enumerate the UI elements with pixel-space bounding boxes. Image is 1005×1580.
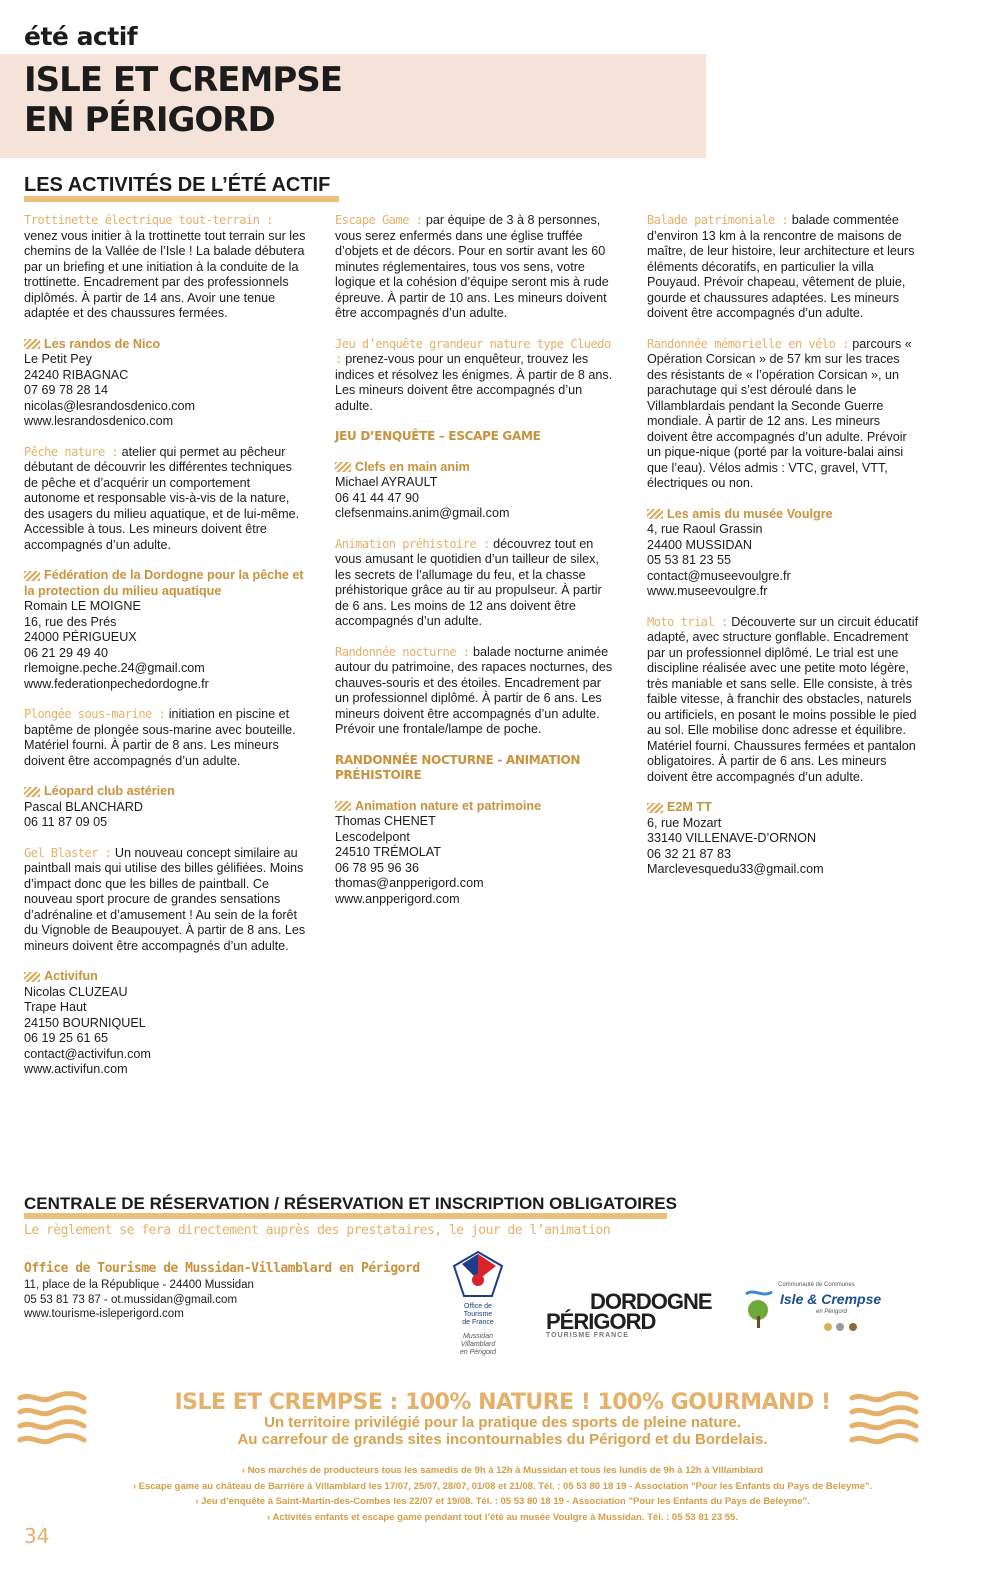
activity-label: Trottinette électrique tout-terrain : xyxy=(24,213,273,227)
activity-text: balade commentée d’environ 13 km à la rencontre de maisons de maître, de leur histoire, leur architecture et leurs éléments décoratifs, en particulier la villa Pouyaud. Prévoir chapeau, vêtement de pluie, gourde et chaussures adaptées. Les mineurs doivent être accompagnés d’un adulte. xyxy=(647,213,915,320)
kicker: été actif xyxy=(24,22,138,51)
provider-email[interactable]: contact@activifun.com xyxy=(24,1046,151,1061)
promo-item: › Jeu d’enquête à Saint-Martin-des-Combes les 22/07 et 19/08. Tél. : 05 53 80 18 19 - Association "Pour les Enfants du Pays de Beleyme". xyxy=(195,1496,810,1507)
provider-website[interactable]: www.activifun.com xyxy=(24,1062,128,1076)
column-2 xyxy=(335,213,617,922)
provider-phone: 06 32 21 87 83 xyxy=(647,846,732,861)
provider-line: Thomas CHENET xyxy=(335,814,436,828)
office-contact xyxy=(24,1278,254,1322)
title-line-1: ISLE ET CREMPSE xyxy=(24,60,342,100)
activity-label: Gel Blaster : xyxy=(24,845,112,860)
provider-website[interactable]: www.museevoulgre.fr xyxy=(647,584,768,598)
section-heading: LES ACTIVITÉS DE L’ÉTÉ ACTIF xyxy=(24,174,331,196)
wave-icon xyxy=(647,509,663,519)
provider-line: Romain LE MOIGNE xyxy=(24,599,141,613)
wave-icon xyxy=(335,462,351,472)
provider-block xyxy=(647,800,922,878)
provider-line: 33140 VILLENAVE-D’ORNON xyxy=(647,831,817,845)
activity-block xyxy=(24,707,306,769)
title-line-2: EN PÉRIGORD xyxy=(24,100,275,140)
provider-phone: 06 19 25 61 65 xyxy=(24,1031,109,1045)
activity-label: Plongée sous-marine : xyxy=(24,707,166,721)
activity-label: Randonnée nocturne : xyxy=(335,644,470,659)
activity-label: Balade patrimoniale : xyxy=(647,213,789,227)
office-phone-email[interactable]: 05 53 81 73 87 - ot.mussidan@gmail.com xyxy=(24,1293,238,1306)
wave-icon xyxy=(647,803,663,813)
column-1 xyxy=(24,213,306,1093)
wave-icon xyxy=(24,571,40,581)
activity-text: atelier qui permet au pêcheur débutant de découvrir les différentes techniques de pêche et d’acquérir un comportement autonome et responsable vis-à-vis de la nature, des usagers du milieu aquatique, et de lui-même. Accessible à tous. Les mineurs doivent être accompagnés d’un adulte. xyxy=(24,444,300,552)
provider-phone: 06 11 87 09 05 xyxy=(24,815,108,829)
provider-block xyxy=(24,784,306,831)
provider-name: E2M TT xyxy=(667,800,712,814)
activity-text: parcours « Opération Corsican » de 57 km sur les traces des résistants de « l’opération Corsican », un parachutage qui s’est déroulé dans le Villamblardais pendant la Seconde Guerre mondiale. À partir de 12 ans. Les mineurs doivent être accompagnés d’un adulte. Prévoir un pique-nique (porté par la voiture-balai ainsi que l’eau). Vélos admis : VTC, gravel, VTT, électriques ou non. xyxy=(647,336,912,490)
provider-block xyxy=(24,568,306,692)
activity-label: Animation préhistoire : xyxy=(335,536,490,551)
promo-item: › Escape game au château de Barrière à Villamblard les 17/07, 25/07, 28/07, 01/08 et 21/08. Tél. : 05 53 80 18 19 - Association "Pour les Enfants du Pays de Beleyme". xyxy=(132,1480,873,1492)
provider-line: Le Petit Pey xyxy=(24,352,92,366)
oft-emblem-icon xyxy=(452,1250,504,1300)
central-title: CENTRALE DE RÉSERVATION / RÉSERVATION ET INSCRIPTION OBLIGATOIRES xyxy=(24,1194,677,1213)
provider-phone: 06 41 44 47 90 xyxy=(335,490,420,505)
dordogne-perigord-logo: DORDOGNE PÉRIGORD TOURISME FRANCE xyxy=(546,1289,712,1339)
provider-line: 24400 MUSSIDAN xyxy=(647,537,752,552)
provider-email[interactable]: contact@museevoulgre.fr xyxy=(647,568,791,583)
activity-block xyxy=(24,213,306,322)
promo-item: › Activités enfants et escape game pendant tout l’été au musée Voulgre à Mussidan. Tél. : 05 53 81 23 55. xyxy=(267,1511,738,1523)
activity-text: Un nouveau concept similaire au paintball mais qui utilise des billes gélifiées. Moins d’impact donc que les billes de paintball. Ce nouveau sport procure de grandes sensations d’adrénaline et d’amusement ! Au sein de la forêt du Vignoble de Beaupouyet. À partir de 8 ans. Les mineurs doivent être accompagnés d’un adulte. xyxy=(24,845,306,953)
activity-text: venez vous initier à la trottinette tout terrain sur les chemins de la Vallée de l’Isle ! La balade débutera par un briefing et une initiation à la conduite de la trottinette. Encadrement par des professionnels diplômés. À partir de 14 ans. Avoir une tenue adaptée et des chaussures fermées. xyxy=(24,228,306,320)
provider-block xyxy=(335,460,617,522)
provider-name: Fédération de la Dordogne pour la pêche et la protection du milieu aquatique xyxy=(24,568,304,598)
provider-line: Pascal BLANCHARD xyxy=(24,799,143,814)
activity-text: par équipe de 3 à 8 personnes, vous serez enfermés dans une église truffée d’objets et de décors. Pour en sortir avant les 60 minutes réglementaires, tous vos sens, votre logique et la cohésion d’équipe seront mis à rude épreuve. À partir de 10 ans. Les mineurs doivent être accompagnés d’un adulte. xyxy=(335,213,609,320)
river-tree-icon xyxy=(744,1284,780,1330)
activity-block xyxy=(335,645,617,738)
provider-line: 24150 BOURNIQUEL xyxy=(24,1015,146,1030)
provider-website[interactable]: www.anpperigord.com xyxy=(335,891,460,906)
provider-category: RANDONNÉE NOCTURNE - ANIMATION PRÉHISTOIRE xyxy=(335,752,581,782)
provider-phone: 07 69 78 28 14 xyxy=(24,383,109,397)
column-3 xyxy=(647,213,922,893)
activity-text: découvrez tout en vous amusant le quotidien d’un tailleur de silex, les secrets de l’allumage du feu, et la chasse préhistorique grâce au tir au propulseur. À partir de 6 ans. Les moins de 12 ans doivent être accompagnés d’un adulte. xyxy=(335,536,602,628)
office-name: Office de Tourisme de Mussidan-Villamblard en Périgord xyxy=(24,1261,420,1276)
page-title xyxy=(24,60,342,140)
provider-email[interactable]: clefsenmains.anim@gmail.com xyxy=(335,506,510,520)
provider-block xyxy=(647,507,922,600)
activity-label: Moto trial : xyxy=(647,614,728,629)
activity-text: prenez-vous pour un enquêteur, trouvez les indices et résolvez les énigmes. À partir de 8 ans. Les mineurs doivent être accompagnés d’un adulte. xyxy=(335,352,613,413)
provider-name: Léopard club astérien xyxy=(44,784,175,798)
provider-name: Les amis du musée Voulgre xyxy=(667,506,833,521)
activity-block xyxy=(335,337,617,415)
provider-line: 6, rue Mozart xyxy=(647,815,722,830)
provider-website[interactable]: www.lesrandosdenico.com xyxy=(24,414,174,428)
promo-title: ISLE ET CREMPSE : 100% NATURE ! 100% GOURMAND ! xyxy=(174,1390,831,1415)
wave-icon xyxy=(24,339,40,349)
provider-line: 24240 RIBAGNAC xyxy=(24,367,129,382)
provider-line: Nicolas CLUZEAU xyxy=(24,984,128,999)
provider-line: Trape Haut xyxy=(24,1000,87,1014)
wave-icon xyxy=(24,787,40,797)
activity-label: Pêche nature : xyxy=(24,444,119,459)
activity-block xyxy=(335,537,617,630)
office-de-tourisme-logo: Office de Tourisme de France Mussidan Villamblard en Périgord xyxy=(448,1250,508,1357)
promo-list xyxy=(0,1463,1005,1525)
provider-name: Clefs en main anim xyxy=(355,459,470,474)
wave-icon xyxy=(335,801,351,811)
provider-block xyxy=(335,799,617,908)
provider-name: Activifun xyxy=(44,969,98,983)
provider-name: Les randos de Nico xyxy=(44,336,161,351)
provider-name: Animation nature et patrimoine xyxy=(355,798,542,813)
provider-website[interactable]: www.federationpechedordogne.fr xyxy=(24,676,209,691)
provider-line: Lescodelpont xyxy=(335,829,410,844)
activity-label: Jeu d’enquête grandeur nature type Cluedo : xyxy=(335,336,611,366)
office-address: 11, place de la République - 24400 Mussidan xyxy=(24,1279,254,1291)
activity-text: initiation en piscine et baptême de plongée sous-marine avec bouteille. Matériel fourni. À partir de 8 ans. Les mineurs doivent être accompagnés d’un adulte. xyxy=(24,707,296,768)
provider-block xyxy=(24,969,306,1078)
provider-line: 24000 PÉRIGUEUX xyxy=(24,630,137,644)
provider-email[interactable]: nicolas@lesrandosdenico.com xyxy=(24,398,195,413)
activity-block xyxy=(335,213,617,322)
activity-block xyxy=(24,445,306,554)
central-subtitle: Le règlement se fera directement auprès des prestataires, le jour de l’animation xyxy=(24,1223,611,1238)
promo-subtitle: Un territoire privilégié pour la pratique des sports de pleine nature. Au carrefour de grands sites incontournables du Périgord et du Bordelais. xyxy=(237,1414,768,1448)
provider-phone: 06 21 29 49 40 xyxy=(24,645,109,660)
activity-block xyxy=(647,213,922,322)
provider-phone: 06 78 95 96 36 xyxy=(335,860,420,875)
provider-phone: 05 53 81 23 55 xyxy=(647,553,732,567)
provider-line: 16, rue des Prés xyxy=(24,614,117,629)
provider-line: 24510 TRÉMOLAT xyxy=(335,845,441,859)
provider-category: JEU D’ENQUÊTE – ESCAPE GAME xyxy=(335,429,541,443)
provider-line: 4, rue Raoul Grassin xyxy=(647,522,763,536)
activity-label: Randonnée mémorielle en vélo : xyxy=(647,336,849,351)
activity-label: Escape Game : xyxy=(335,213,423,227)
activity-text: Découverte sur un circuit éducatif adapté, avec structure gonflable. Encadrement par un professionnel diplômé. Le trial est une discipline réalisée avec une petite moto légère, très maniable et sans selle. Elle consiste, à très faible vitesse, à franchir des obstacles, naturels ou artificiels, en posant le moins possible le pied au sol. Elle mobilise donc adresse et équilibre. Matériel fourni. Chaussures fermées et pantalon obligatoires. À partir de 6 ans. Les mineurs doivent être accompagnés d’un adulte. xyxy=(647,614,919,784)
provider-line: Michael AYRAULT xyxy=(335,475,438,489)
provider-email[interactable]: thomas@anpperigord.com xyxy=(335,876,484,890)
provider-email[interactable]: rlemoigne.peche.24@gmail.com xyxy=(24,661,205,675)
provider-block xyxy=(24,337,306,430)
provider-email[interactable]: Marclevesquedu33@gmail.com xyxy=(647,862,824,876)
activity-block xyxy=(24,846,306,955)
wave-icon xyxy=(24,972,40,982)
activity-text: balade nocturne animée autour du patrimoine, des rapaces nocturnes, des chauves-souris et des étoiles. Encadrement par un professionnel diplômé. À partir de 6 ans. Les mineurs doivent être accompagnés d’un adulte. Prévoir une frontale/lampe de poche. xyxy=(335,644,613,736)
promo-item: › Nos marchés de producteurs tous les samedis de 9h à 12h à Mussidan et tous les lundis de 9h à 12h à Villamblard xyxy=(241,1465,764,1476)
activity-block xyxy=(647,615,922,786)
page-number: 34 xyxy=(24,1524,50,1548)
activity-block xyxy=(647,337,922,492)
office-website[interactable]: www.tourisme-isleperigord.com xyxy=(24,1308,184,1320)
